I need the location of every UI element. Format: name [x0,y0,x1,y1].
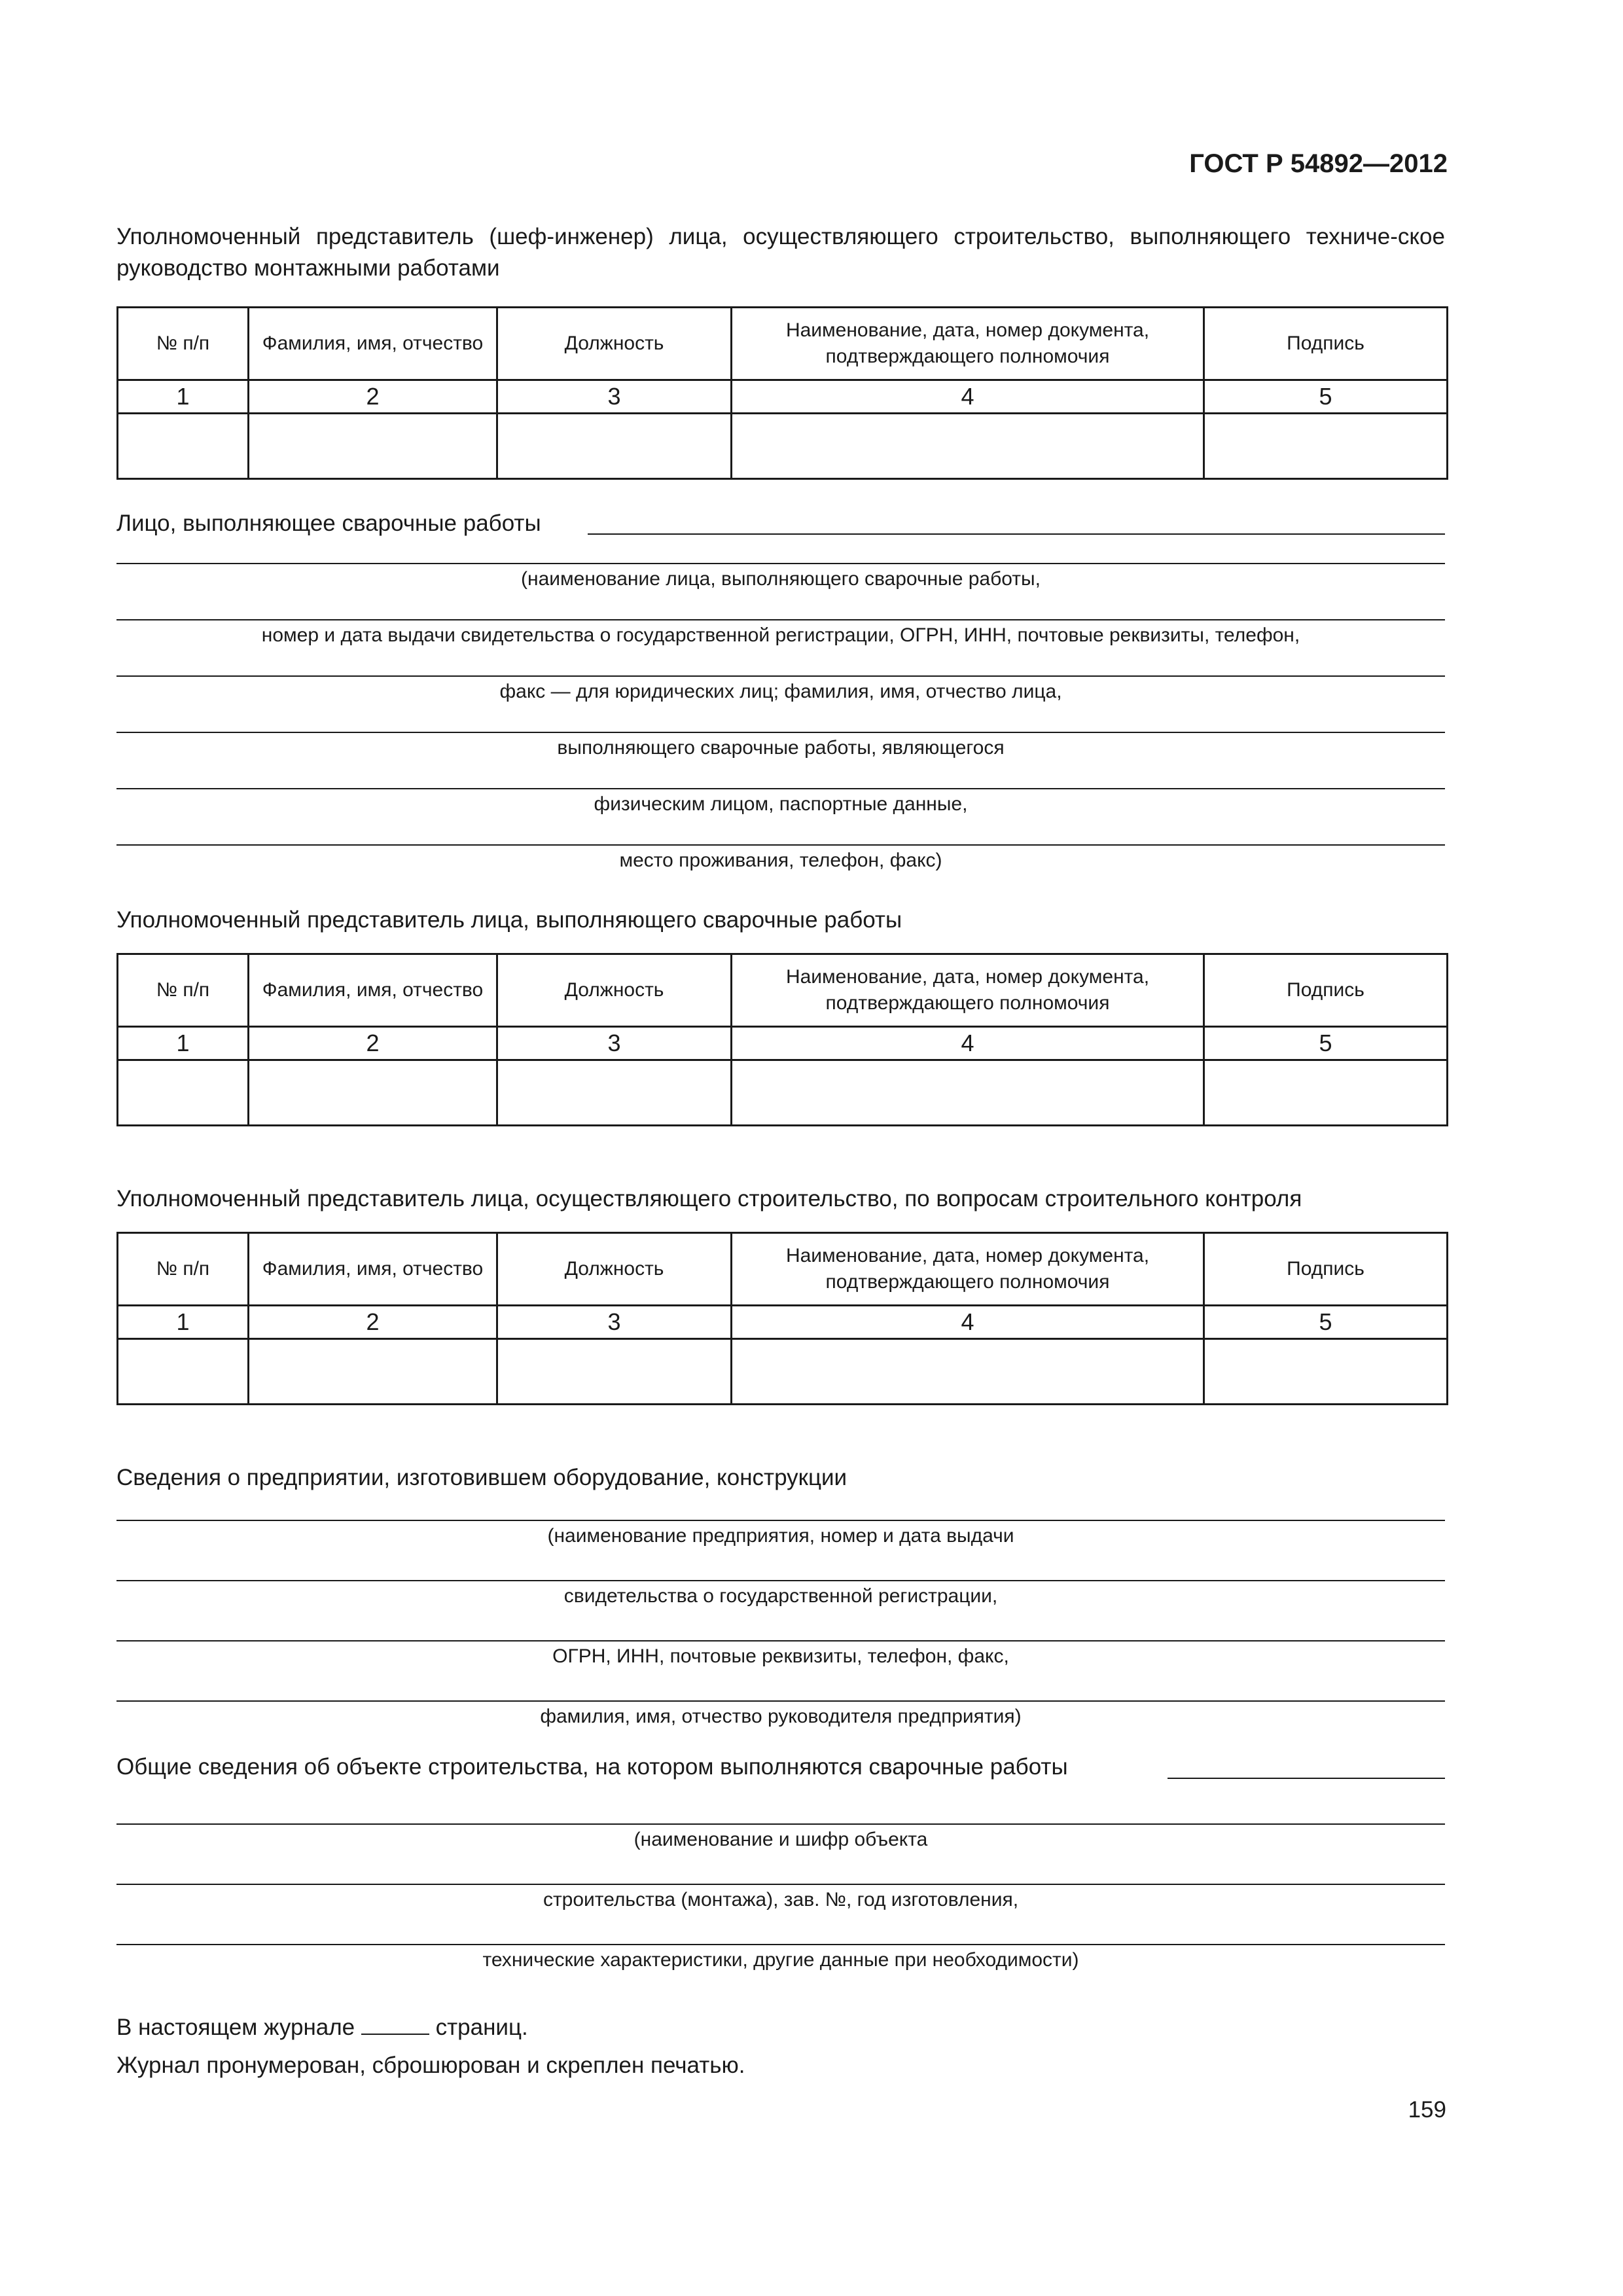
table-section1 [116,306,1448,480]
fill-line[interactable] [116,619,1445,620]
col-document-header: Наименование, дата, номер документа, подтверждающего полномочия [732,954,1204,1027]
fill-line[interactable] [116,1823,1445,1825]
section3-title: Уполномоченный представитель лица, осуществляющего строительство, по вопросам строительного контроля [116,1186,1302,1211]
col-index: 3 [497,1027,732,1060]
fill-line[interactable] [116,1944,1445,1945]
fill-line[interactable] [116,675,1445,677]
col-index: 1 [118,1306,249,1339]
welder-caption: факс — для юридических лиц; фамилия, имя, отчество лица, [499,681,1062,702]
col-index: 4 [732,380,1204,414]
blank-cell[interactable] [1204,1060,1448,1126]
fill-line[interactable] [116,788,1445,789]
col-index: 5 [1204,1306,1448,1339]
manufacturer-caption: свидетельства о государственной регистрации, [563,1585,998,1607]
object-label: Общие сведения об объекте строительства, на котором выполняются сварочные работы [116,1754,1068,1780]
table-section3 [116,1232,1448,1405]
col-index: 5 [1204,380,1448,414]
fill-line[interactable] [116,1700,1445,1702]
col-number-header: № п/п [118,1233,249,1306]
col-name-header: Фамилия, имя, отчество [249,954,497,1027]
object-caption: технические характеристики, другие данные при необходимости) [482,1949,1079,1971]
pages-suffix: страниц. [435,2015,528,2040]
col-index: 5 [1204,1027,1448,1060]
manufacturer-caption: ОГРН, ИНН, почтовые реквизиты, телефон, факс, [552,1645,1009,1667]
blank-cell[interactable] [249,1339,497,1405]
pages-prefix: В настоящем журнале [116,2015,355,2040]
col-signature-header: Подпись [1204,954,1448,1027]
col-index: 3 [497,380,732,414]
col-index: 2 [249,380,497,414]
pages-count-blank[interactable] [361,2014,429,2035]
fill-line[interactable] [116,1580,1445,1581]
blank-cell[interactable] [1204,414,1448,479]
col-document-header: Наименование, дата, номер документа, подтверждающего полномочия [732,308,1204,380]
col-position-header: Должность [497,1233,732,1306]
document-code: ГОСТ Р 54892—2012 [1189,149,1448,178]
col-index: 1 [118,380,249,414]
col-index: 4 [732,1306,1204,1339]
manufacturer-caption: (наименование предприятия, номер и дата выдачи [547,1525,1014,1547]
blank-cell[interactable] [732,1339,1204,1405]
pages-count-line [116,2012,528,2043]
col-position-header: Должность [497,954,732,1027]
blank-cell[interactable] [249,414,497,479]
welder-fill-line[interactable] [588,533,1445,535]
blank-cell[interactable] [732,414,1204,479]
welder-caption: номер и дата выдачи свидетельства о государственной регистрации, ОГРН, ИНН, почтовые реквизиты, телефон, [261,624,1300,646]
fill-line[interactable] [116,1520,1445,1521]
col-name-header: Фамилия, имя, отчество [249,308,497,380]
blank-cell[interactable] [249,1060,497,1126]
object-caption: (наименование и шифр объекта [633,1829,928,1850]
blank-cell[interactable] [497,1339,732,1405]
blank-cell[interactable] [118,414,249,479]
section1-title: Уполномоченный представитель (шеф-инженер) лица, осуществляющего строительство, выполняющего техниче-ское руководство монтажными работами [116,224,1445,281]
welder-caption: выполняющего сварочные работы, являющегося [557,737,1005,759]
manufacturer-caption: фамилия, имя, отчество руководителя предприятия) [540,1706,1022,1727]
welder-caption: место проживания, телефон, факс) [619,850,942,871]
object-fill-line[interactable] [1168,1778,1445,1779]
col-index: 2 [249,1027,497,1060]
fill-line[interactable] [116,1884,1445,1885]
section2-title: Уполномоченный представитель лица, выполняющего сварочные работы [116,907,902,933]
manufacturer-label: Сведения о предприятии, изготовившем оборудование, конструкции [116,1465,847,1490]
col-name-header: Фамилия, имя, отчество [249,1233,497,1306]
col-index: 3 [497,1306,732,1339]
fill-line[interactable] [116,732,1445,733]
blank-cell[interactable] [497,414,732,479]
fill-line[interactable] [116,1640,1445,1641]
welder-caption: (наименование лица, выполняющего сварочные работы, [521,568,1041,590]
col-signature-header: Подпись [1204,308,1448,380]
col-index: 2 [249,1306,497,1339]
blank-cell[interactable] [732,1060,1204,1126]
col-number-header: № п/п [118,308,249,380]
blank-cell[interactable] [1204,1339,1448,1405]
col-index: 4 [732,1027,1204,1060]
col-document-header: Наименование, дата, номер документа, подтверждающего полномочия [732,1233,1204,1306]
col-signature-header: Подпись [1204,1233,1448,1306]
col-index: 1 [118,1027,249,1060]
blank-cell[interactable] [118,1060,249,1126]
object-caption: строительства (монтажа), зав. №, год изготовления, [543,1889,1019,1910]
sealed-statement: Журнал пронумерован, сброшюрован и скреплен печатью. [116,2053,745,2078]
page-number: 159 [1408,2097,1446,2123]
blank-cell[interactable] [497,1060,732,1126]
blank-cell[interactable] [118,1339,249,1405]
fill-line[interactable] [116,844,1445,846]
welder-caption: физическим лицом, паспортные данные, [594,793,968,815]
fill-line[interactable] [116,563,1445,564]
welder-label: Лицо, выполняющее сварочные работы [116,511,541,536]
col-position-header: Должность [497,308,732,380]
table-section2 [116,953,1448,1126]
col-number-header: № п/п [118,954,249,1027]
